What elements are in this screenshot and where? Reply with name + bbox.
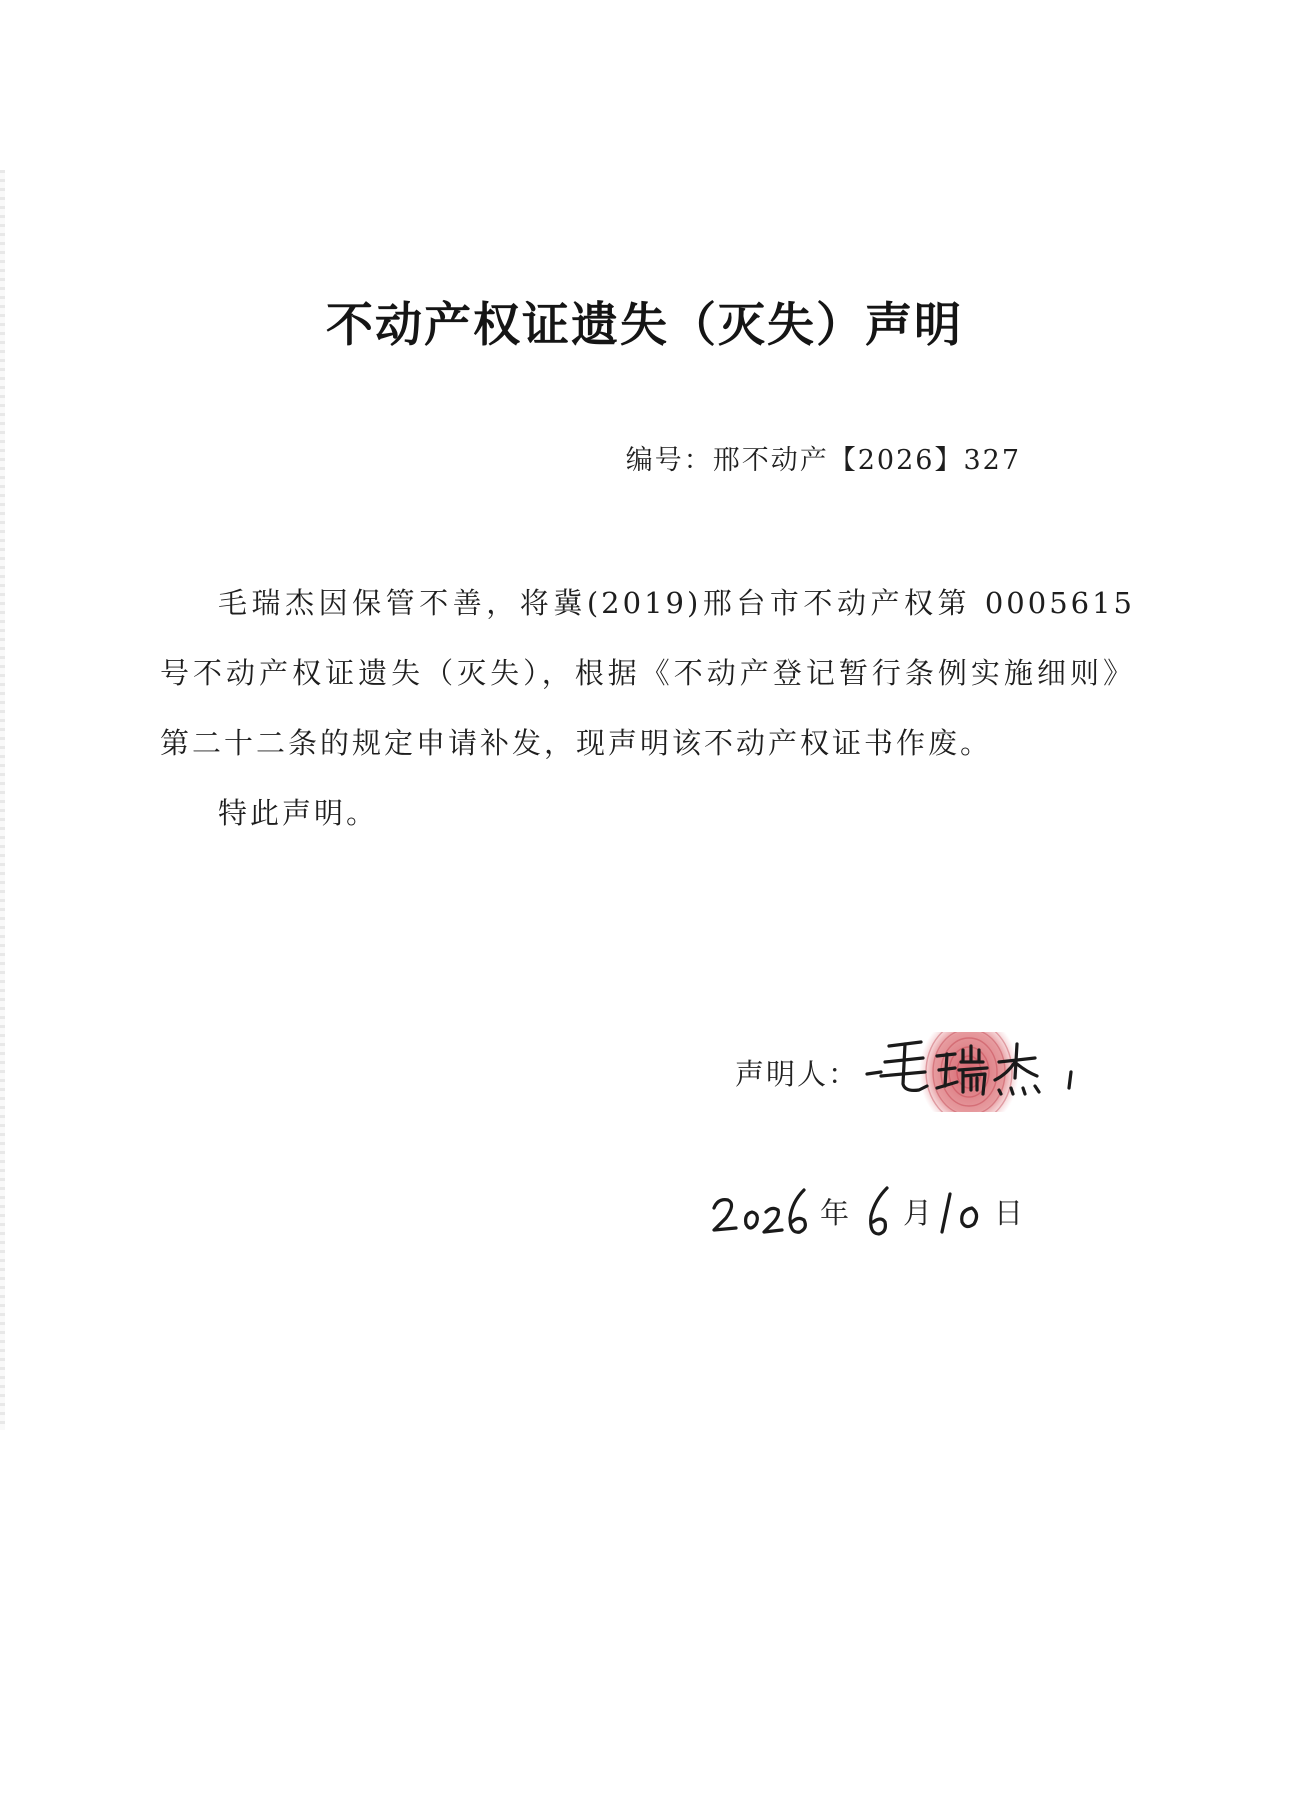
scan-edge-mark [0,170,5,1430]
date-block [708,1172,1027,1242]
day-unit: 日 [994,1196,1024,1230]
document-body [160,568,1135,848]
declaration-paragraph: 毛瑞杰因保管不善，将冀(2019)邢台市不动产权第 0005615 号不动产权证遗失（灭失），根据《不动产登记暂行条例实施细则》第二十二条的规定申请补发，现声明该不动产权证书作废。 [160,586,1135,760]
document-number: 编号：邢不动产【2026】327 [625,445,1021,476]
handwritten-signature [859,1032,1089,1112]
closing-paragraph: 特此声明。 [218,796,379,830]
signature-strokes-icon [859,1032,1089,1112]
handwritten-day [936,1182,992,1242]
year-unit: 年 [820,1196,850,1230]
handwritten-year [708,1182,818,1242]
signature-label: 声明人： [735,1056,860,1091]
handwritten-month [853,1182,901,1242]
document-title: 不动产权证遗失（灭失）声明 [326,298,963,353]
signature-block [735,1032,1089,1112]
month-unit: 月 [903,1196,933,1230]
